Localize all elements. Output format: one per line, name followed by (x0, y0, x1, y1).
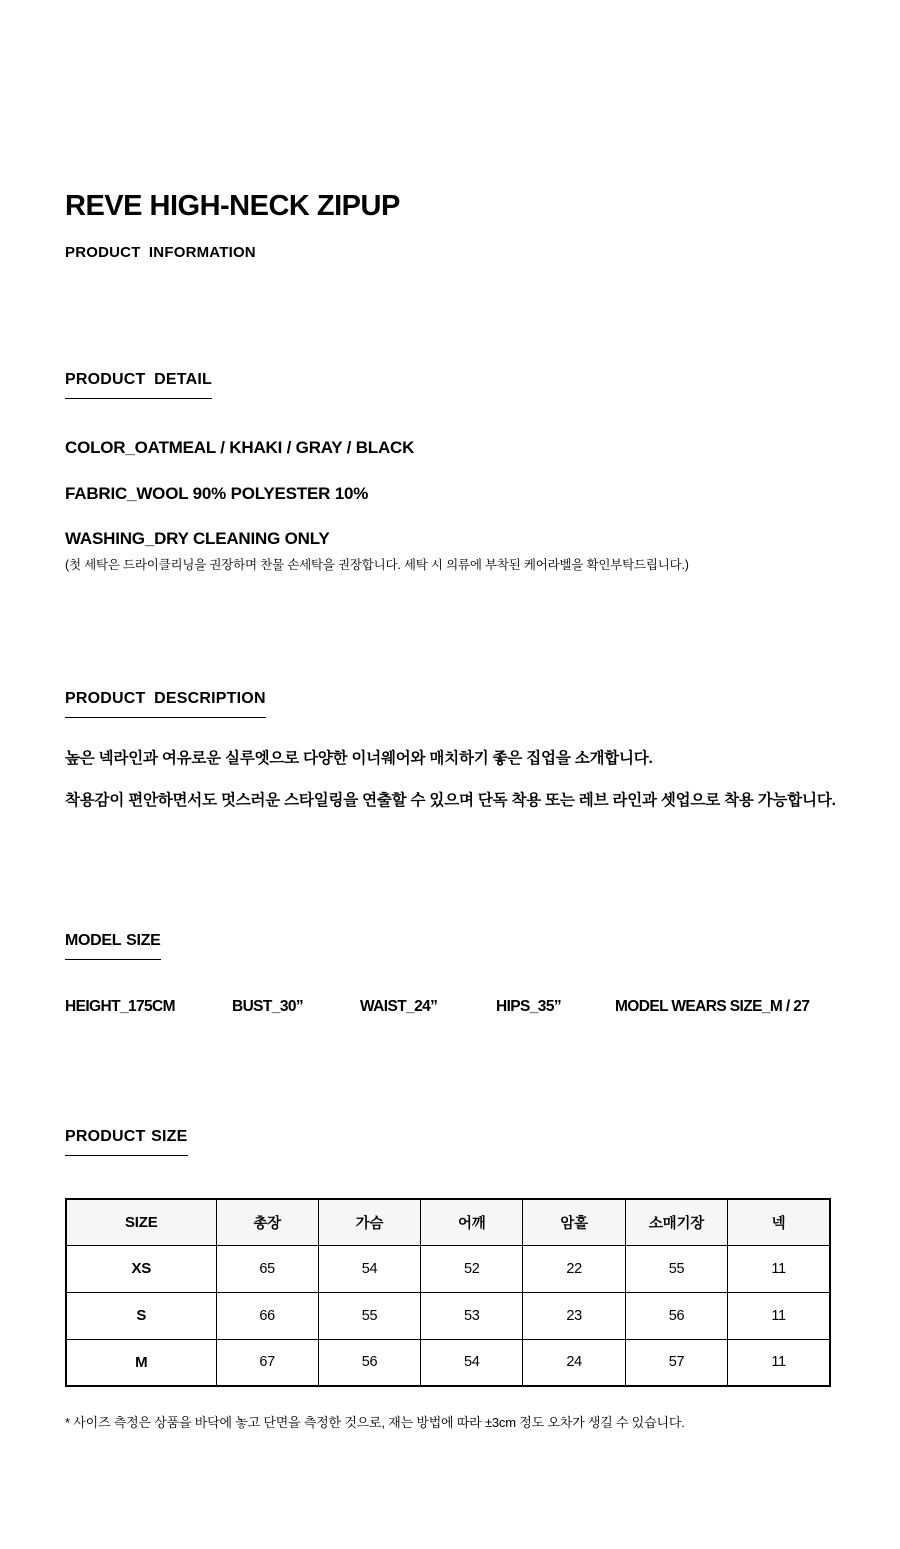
table-cell: 11 (728, 1245, 830, 1292)
table-cell: S (66, 1292, 216, 1339)
table-cell: 67 (216, 1339, 318, 1386)
table-cell: 57 (625, 1339, 727, 1386)
washing-note: (첫 세탁은 드라이클리닝을 권장하며 찬물 손세탁을 권장합니다. 세탁 시 의류에 부착된 케어라벨을 확인부탁드립니다.) (65, 558, 689, 572)
washing-spec: WASHING_DRY CLEANING ONLY (65, 529, 330, 548)
table-cell: 22 (523, 1245, 625, 1292)
page-title: REVE HIGH-NECK ZIPUP (65, 190, 400, 222)
table-row (66, 1292, 830, 1339)
table-cell: 56 (625, 1292, 727, 1339)
size-table (65, 1198, 831, 1387)
model-wears-size: MODEL WEARS SIZE_M / 27 (615, 998, 810, 1015)
description-line: 착용감이 편안하면서도 멋스러운 스타일링을 연출할 수 있으며 단독 착용 또는 레브 라인과 셋업으로 착용 가능합니다. (65, 792, 836, 809)
table-cell: M (66, 1339, 216, 1386)
table-cell: 55 (318, 1292, 420, 1339)
model-measurements-row (65, 998, 809, 1016)
table-header-row (66, 1199, 830, 1245)
table-cell: 55 (625, 1245, 727, 1292)
table-cell: 24 (523, 1339, 625, 1386)
table-cell: 52 (421, 1245, 523, 1292)
table-cell: 66 (216, 1292, 318, 1339)
table-cell: 65 (216, 1245, 318, 1292)
model-waist: WAIST_24” (360, 998, 438, 1015)
column-header-size: SIZE (66, 1199, 216, 1245)
fabric-spec: FABRIC_WOOL 90% POLYESTER 10% (65, 484, 369, 503)
product-description-heading: PRODUCT DESCRIPTION (65, 690, 266, 718)
description-line: 높은 넥라인과 여유로운 실루엣으로 다양한 이너웨어와 매치하기 좋은 집업을 소개합니다. (65, 750, 653, 767)
column-header-armhole: 암홀 (523, 1199, 625, 1245)
column-header-total-length: 총장 (216, 1199, 318, 1245)
table-cell: 54 (421, 1339, 523, 1386)
model-size-heading: MODEL SIZE (65, 932, 161, 960)
size-measurement-footnote: * 사이즈 측정은 상품을 바닥에 놓고 단면을 측정한 것으로, 재는 방법에 따라 ±3cm 정도 오차가 생길 수 있습니다. (65, 1415, 685, 1430)
table-cell: 53 (421, 1292, 523, 1339)
table-row (66, 1245, 830, 1292)
table-cell: 11 (728, 1292, 830, 1339)
table-cell: 54 (318, 1245, 420, 1292)
product-detail-heading: PRODUCT DETAIL (65, 371, 212, 399)
column-header-shoulder: 어깨 (421, 1199, 523, 1245)
color-spec: COLOR_OATMEAL / KHAKI / GRAY / BLACK (65, 438, 415, 457)
table-cell: 11 (728, 1339, 830, 1386)
column-header-chest: 가슴 (318, 1199, 420, 1245)
model-hips: HIPS_35” (496, 998, 561, 1015)
model-bust: BUST_30” (232, 998, 304, 1015)
table-cell: 56 (318, 1339, 420, 1386)
product-size-heading: PRODUCT SIZE (65, 1128, 188, 1156)
column-header-sleeve-length: 소매기장 (625, 1199, 727, 1245)
table-cell: 23 (523, 1292, 625, 1339)
model-height: HEIGHT_175CM (65, 998, 175, 1015)
page-subtitle: PRODUCT INFORMATION (65, 244, 256, 261)
table-row (66, 1339, 830, 1386)
table-cell: XS (66, 1245, 216, 1292)
column-header-neck: 넥 (728, 1199, 830, 1245)
